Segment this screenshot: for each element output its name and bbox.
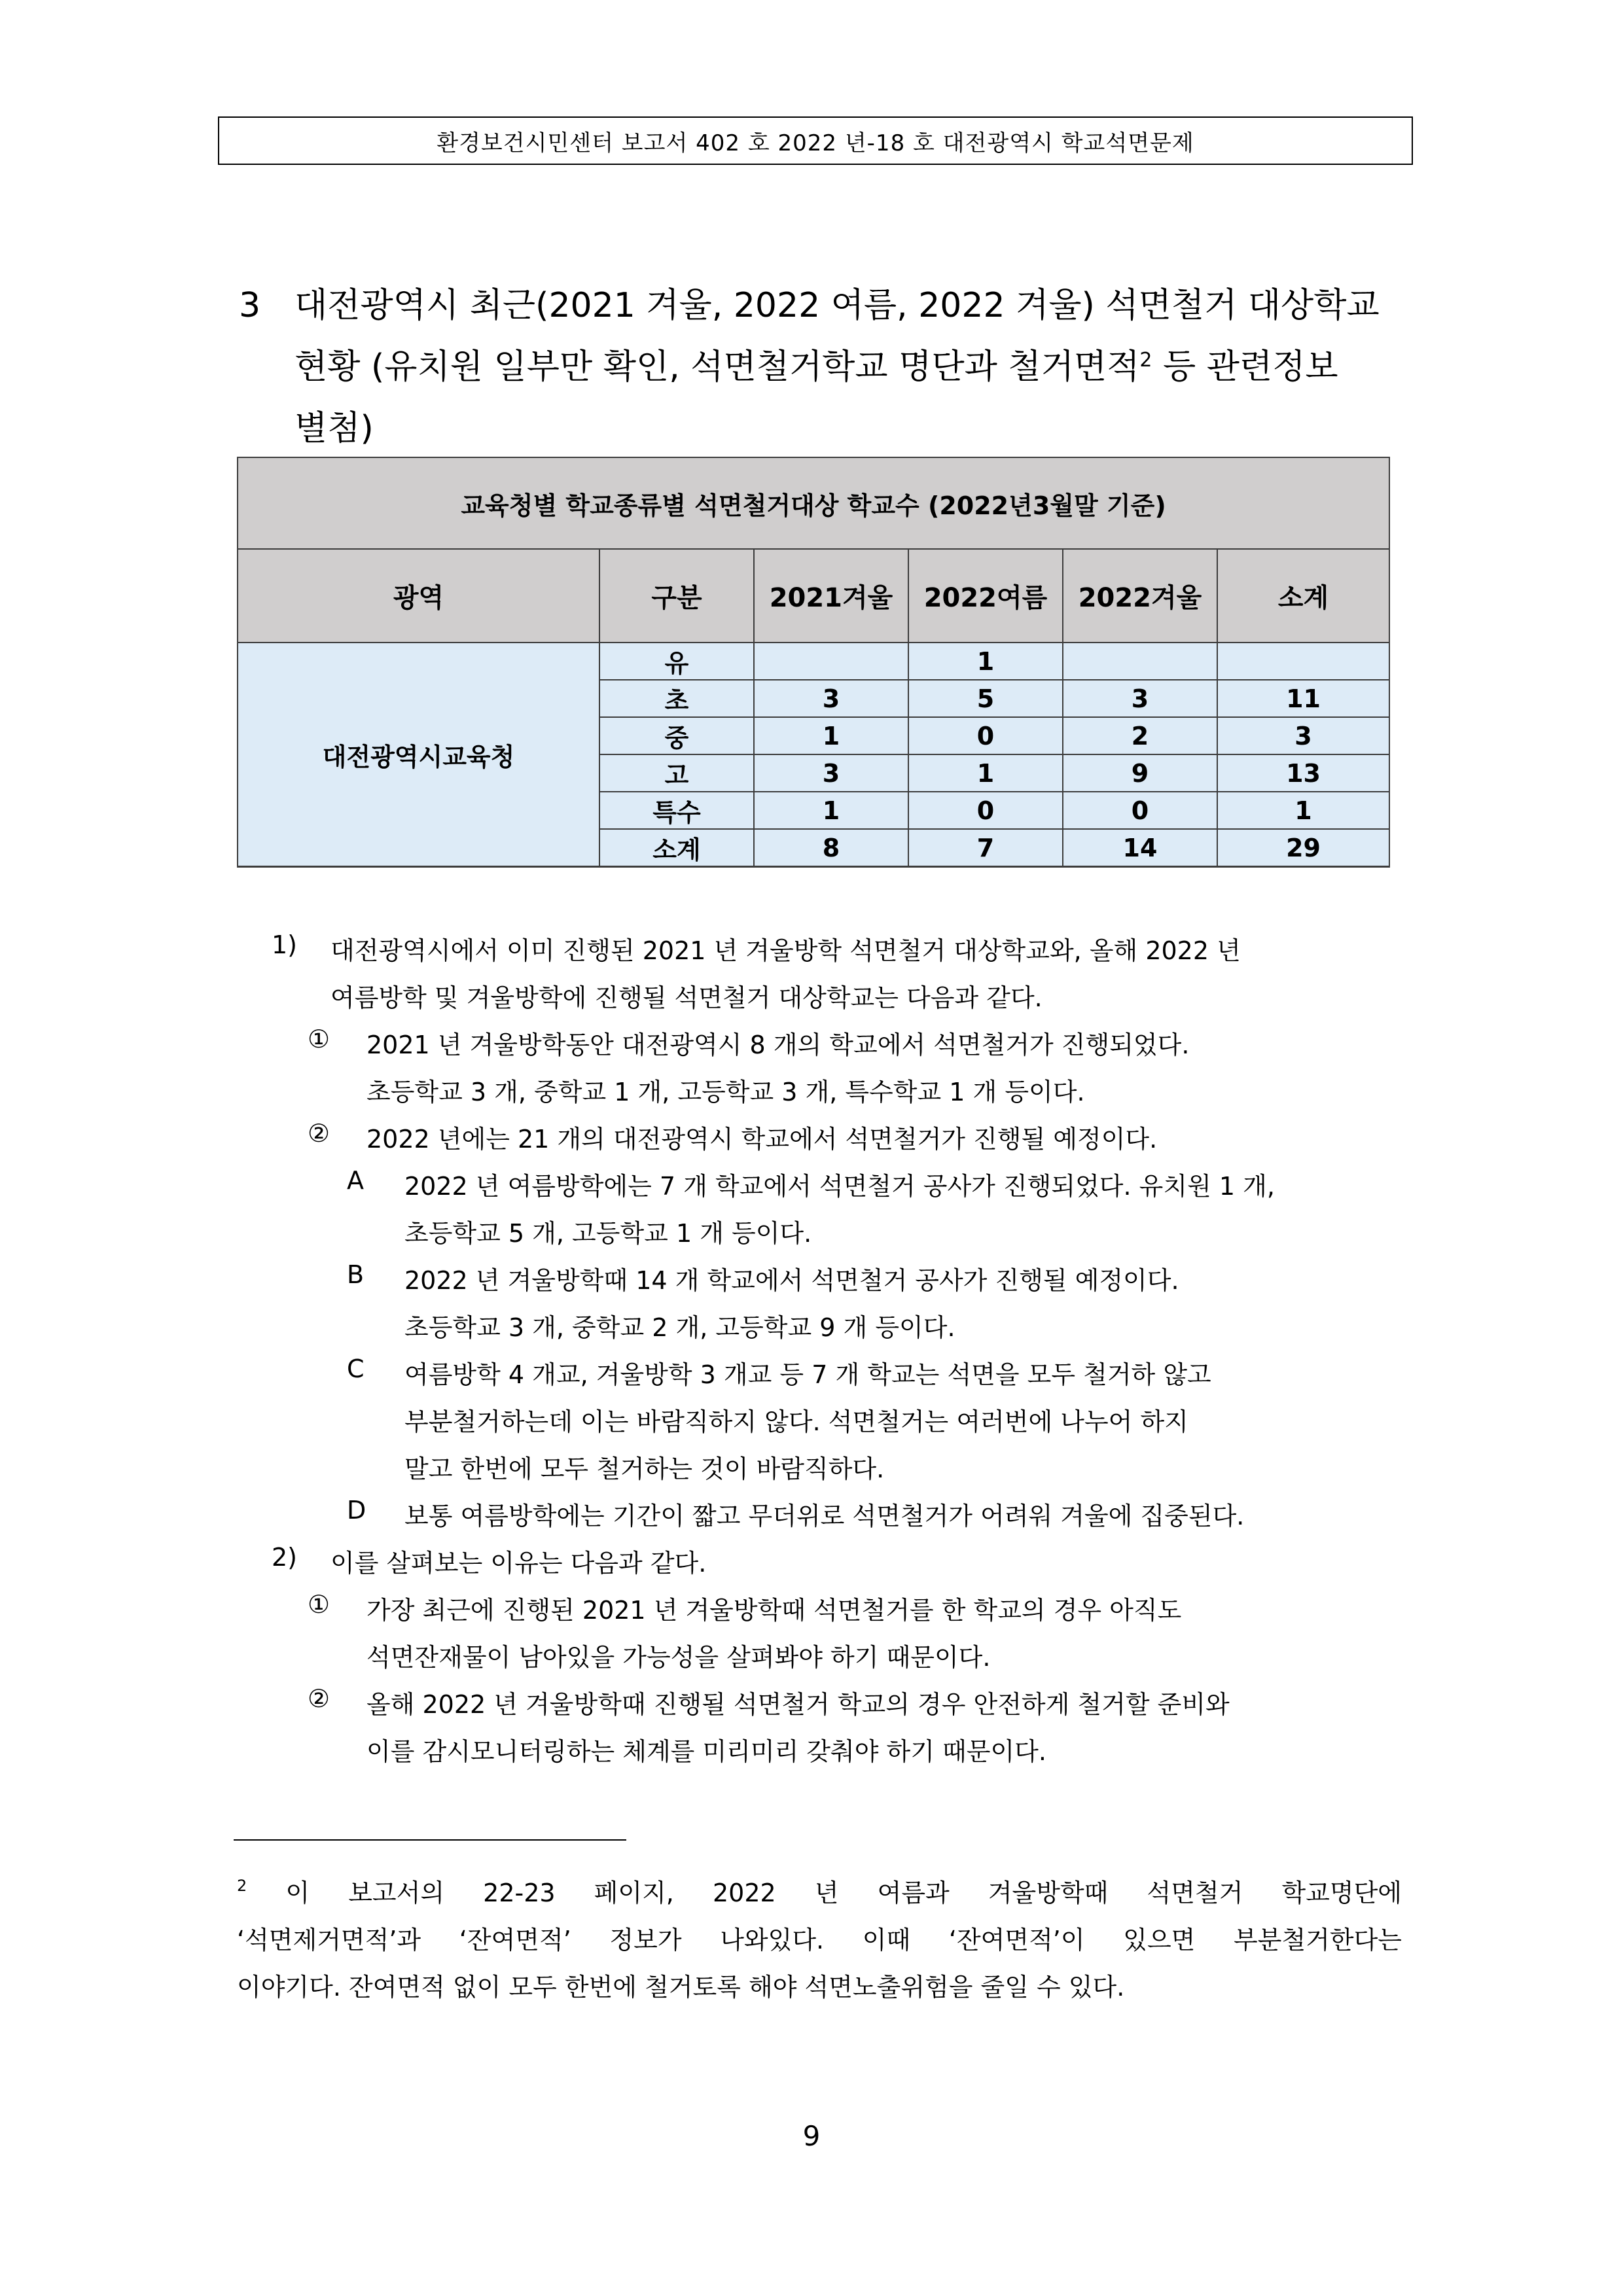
table-header-2022-winter: 2022겨울: [1063, 549, 1217, 643]
list-marker: C: [347, 1354, 365, 1383]
table-cell-2022-winter: 3: [1063, 680, 1217, 717]
table-cell-type: 소계: [599, 829, 754, 867]
report-header: [218, 116, 1413, 165]
table-title: 교육청별 학교종류별 석면철거대상 학교수 (2022년3월말 기준): [238, 457, 1389, 549]
table-cell-2022-summer: 5: [908, 680, 1063, 717]
table-cell-2022-summer: 0: [908, 792, 1063, 829]
paragraph-line: 대전광역시에서 이미 진행된 2021 년 겨울방학 석면철거 대상학교와, 올해 2022 년: [330, 936, 1241, 965]
paragraph-line: 이를 살펴보는 이유는 다음과 같다.: [330, 1549, 707, 1578]
table-cell-subtotal: 11: [1217, 680, 1389, 717]
paragraph-line: 초등학교 3 개, 중학교 1 개, 고등학교 3 개, 특수학교 1 개 등이다.: [366, 1078, 1085, 1106]
list-marker: 2): [272, 1543, 298, 1572]
paragraph-line: 2022 년에는 21 개의 대전광역시 학교에서 석면철거가 진행될 예정이다.: [366, 1125, 1158, 1154]
section-heading: [239, 275, 1404, 459]
paragraph-line: 이를 감시모니터링하는 체계를 미리미리 갖춰야 하기 때문이다.: [366, 1737, 1046, 1766]
paragraph-line: 여름방학 4 개교, 겨울방학 3 개교 등 7 개 학교는 석면을 모두 철거하 않고: [404, 1360, 1211, 1389]
table-cell-2021-winter: 1: [754, 717, 908, 754]
paragraph-line: 올해 2022 년 겨울방학때 진행될 석면철거 학교의 경우 안전하게 철거할 준비와: [366, 1690, 1230, 1719]
table-row: [238, 643, 1389, 680]
list-marker: ①: [308, 1025, 330, 1053]
table-header-2022-summer: 2022여름: [908, 549, 1063, 643]
paragraph-line: 보통 여름방학에는 기간이 짧고 무더위로 석면철거가 어려워 겨울에 집중된다.: [404, 1502, 1245, 1530]
list-marker: ①: [308, 1590, 330, 1619]
table-cell-subtotal: 1: [1217, 792, 1389, 829]
list-marker: A: [347, 1166, 364, 1195]
section-number: 3: [239, 286, 261, 325]
table-cell-2021-winter: 1: [754, 792, 908, 829]
list-marker: ②: [308, 1119, 330, 1148]
list-marker: D: [347, 1496, 366, 1525]
table-cell-type: 중: [599, 717, 754, 754]
footnote-line: $^2$ 이 보고서의 22-23 페이지, 2022 년 여름과 겨울방학때 석면철거 학교명단에: [237, 1877, 1402, 1907]
table-cell-2022-summer: 1: [908, 754, 1063, 792]
table-cell-subtotal: 13: [1217, 754, 1389, 792]
table-cell-2022-summer: 7: [908, 829, 1063, 867]
table-cell-2022-winter: 14: [1063, 829, 1217, 867]
table-cell-2022-winter: 2: [1063, 717, 1217, 754]
list-marker: B: [347, 1260, 365, 1289]
list-marker: ②: [308, 1684, 330, 1713]
table-cell-2021-winter: [754, 643, 908, 680]
paragraph-line: 석면잔재물이 남아있을 가능성을 살펴봐야 하기 때문이다.: [366, 1643, 991, 1672]
table-cell-subtotal: [1217, 643, 1389, 680]
paragraph-line: 초등학교 5 개, 고등학교 1 개 등이다.: [404, 1219, 812, 1248]
paragraph-line: 부분철거하는데 이는 바람직하지 않다. 석면철거는 여러번에 나누어 하지: [404, 1407, 1188, 1436]
table-cell-2022-summer: 1: [908, 643, 1063, 680]
section-heading-line-2: 현황 (유치원 일부만 확인, 석면철거학교 명단과 철거면적$^2$ 등 관련정보: [294, 347, 1338, 387]
table-header-region: 광역: [238, 549, 599, 643]
section-heading-line-3: 별첨): [294, 409, 374, 448]
table-cell-type: 고: [599, 754, 754, 792]
page-number: 9: [802, 2120, 821, 2152]
footnote-separator: [234, 1839, 626, 1841]
table-cell-subtotal: 29: [1217, 829, 1389, 867]
table-cell-type: 특수: [599, 792, 754, 829]
paragraph-line: 여름방학 및 겨울방학에 진행될 석면철거 대상학교는 다음과 같다.: [330, 983, 1043, 1012]
table-cell-2021-winter: 3: [754, 754, 908, 792]
paragraph-line: 2022 년 여름방학에는 7 개 학교에서 석면철거 공사가 진행되었다. 유치원 1 개,: [404, 1172, 1275, 1201]
table-cell-2022-winter: [1063, 643, 1217, 680]
paragraph-line: 초등학교 3 개, 중학교 2 개, 고등학교 9 개 등이다.: [404, 1313, 955, 1342]
footnote-line: 이야기다. 잔여면적 없이 모두 한번에 철거토록 해야 석면노출위험을 줄일 수 있다.: [237, 1973, 1125, 2002]
section-heading-line-1: 대전광역시 최근(2021 겨울, 2022 여름, 2022 겨울) 석면철거 대상학교: [294, 286, 1380, 325]
table-cell-2021-winter: 8: [754, 829, 908, 867]
paragraph-line: 말고 한번에 모두 철거하는 것이 바람직하다.: [404, 1455, 885, 1483]
table-cell-subtotal: 3: [1217, 717, 1389, 754]
list-marker: 1): [272, 930, 298, 959]
paragraph-line: 가장 최근에 진행된 2021 년 겨울방학때 석면철거를 한 학교의 경우 아직도: [366, 1596, 1182, 1625]
table-cell-2022-winter: 0: [1063, 792, 1217, 829]
table-cell-2021-winter: 3: [754, 680, 908, 717]
table-cell-type: 초: [599, 680, 754, 717]
table-header-2021-winter: 2021겨울: [754, 549, 908, 643]
table-region-cell: 대전광역시교육청: [238, 643, 599, 867]
report-header-text: 환경보건시민센터 보고서 402 호 2022 년-18 호 대전광역시 학교석면문제: [437, 130, 1194, 156]
table-cell-2022-summer: 0: [908, 717, 1063, 754]
table-header-subtotal: 소계: [1217, 549, 1389, 643]
paragraph-line: 2022 년 겨울방학때 14 개 학교에서 석면철거 공사가 진행될 예정이다.: [404, 1266, 1179, 1295]
table-header-category: 구분: [599, 549, 754, 643]
footnote-line: ‘석면제거면적’과 ‘잔여면적’ 정보가 나와있다. 이때 ‘잔여면적’이 있으면 부분철거한다는: [237, 1926, 1402, 1954]
footnote-number: 2: [237, 1877, 247, 1895]
footnote-reference[interactable]: 2: [1139, 349, 1152, 372]
table-cell-type: 유: [599, 643, 754, 680]
table-cell-2022-winter: 9: [1063, 754, 1217, 792]
asbestos-removal-table: [237, 457, 1390, 868]
paragraph-line: 2021 년 겨울방학동안 대전광역시 8 개의 학교에서 석면철거가 진행되었다.: [366, 1031, 1190, 1059]
